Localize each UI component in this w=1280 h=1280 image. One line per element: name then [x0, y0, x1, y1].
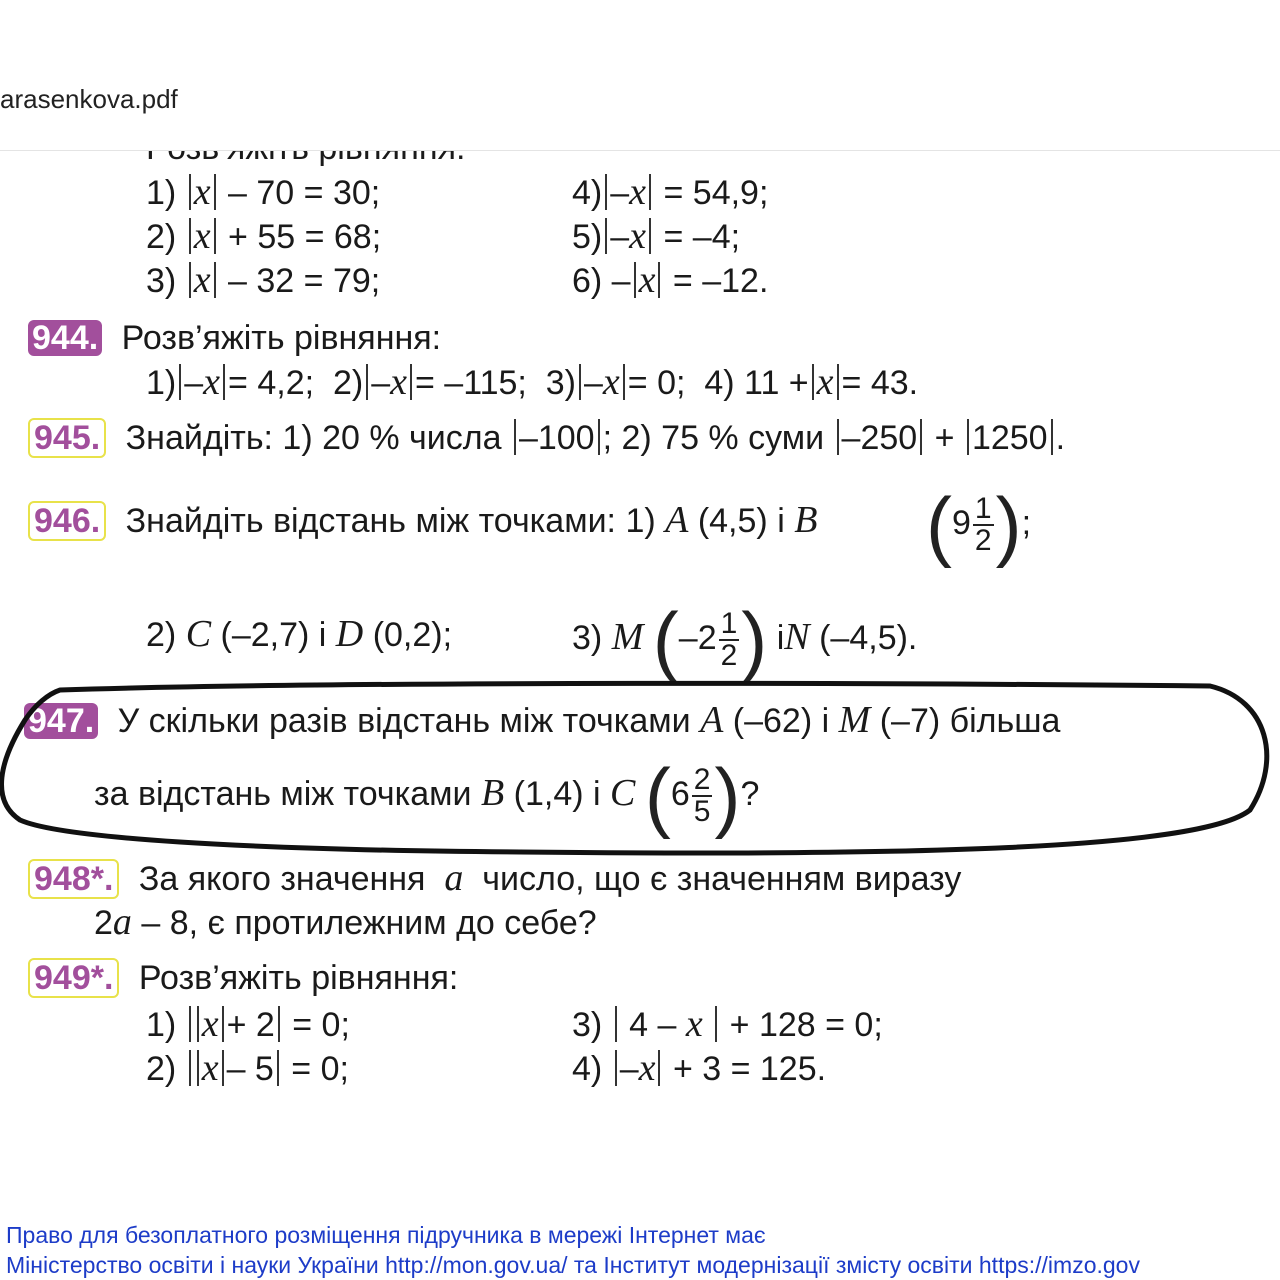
task-948-line-2: 2a – 8, є протилежним до себе? [94, 901, 597, 943]
task-949-row-3: 3) 4 – x + 128 = 0; [572, 1003, 883, 1045]
task-949-row-4: 4) –x + 3 = 125. [572, 1047, 827, 1089]
task-944-title: 944. Розв’яжіть рівняння: [28, 318, 441, 358]
task-946-point-b-coord: (9 $\frac{1}{2}$ ); [926, 481, 1032, 570]
footer-copyright-line-2[interactable]: Міністерство освіти і науки України http://mon.gov.ua/ та Інститут модернізації змісту освіти https://imzo.gov [6, 1252, 1140, 1278]
task-948-line-1: 948*. За якого значення a число, що є значенням виразу [28, 858, 961, 899]
task-943-row-6: 6) – x = –12. [572, 259, 769, 301]
pdf-viewer-header [0, 0, 1280, 151]
task-946-line-2: 2) C (–2,7) і D (0,2); [146, 613, 453, 655]
task-number-badge: 946. [28, 501, 106, 541]
task-944-equations: 1) –x = 4,2; 2) –x = –115; 3) –x = 0; 4) 11 + x = 43. [146, 361, 919, 403]
task-943-row-3: 3) x – 32 = 79; [146, 259, 381, 301]
task-943-row-4: 4) –x = 54,9; [572, 171, 769, 213]
task-949-row-2: 2) x – 5 = 0; [146, 1047, 349, 1089]
task-number-badge: 947. [24, 703, 98, 739]
task-943-row-2: 2) x + 55 = 68; [146, 215, 382, 257]
task-949-row-1: 1) x + 2 = 0; [146, 1003, 350, 1045]
task-943-row-1: 1) x – 70 = 30; [146, 171, 381, 213]
task-number-badge: 948*. [28, 859, 119, 899]
task-number-badge: 949*. [28, 958, 119, 998]
task-943-row-5: 5) –x = –4; [572, 215, 741, 257]
document-filename[interactable]: arasenkova.pdf [0, 84, 178, 114]
footer-copyright-line-1: Право для безоплатного розміщення підручника в мережі Інтернет має [6, 1222, 766, 1248]
task-946-line-1: 946. Знайдіть відстань між точками: 1) A (4,5) і B [28, 500, 817, 541]
task-945: 945. Знайдіть: 1) 20 % числа –100 ; 2) 75 % суми –250 + 1250 . [28, 418, 1065, 458]
task-number-badge: 945. [28, 418, 106, 458]
task-947-line-2: за відстань між точками B (1,4) і C (6 $\frac{2}{5}$ )? [94, 752, 760, 841]
task-949-title: 949*. Розв’яжіть рівняння: [28, 958, 458, 998]
task-946-line-3: 3) M (–2 $\frac{1}{2}$ ) іN (–4,5). [572, 596, 918, 685]
task-947-line-1: 947. У скільки разів відстань між точками A (–62) і M (–7) більша [24, 700, 1060, 741]
task-number-badge: 944. [28, 320, 102, 356]
